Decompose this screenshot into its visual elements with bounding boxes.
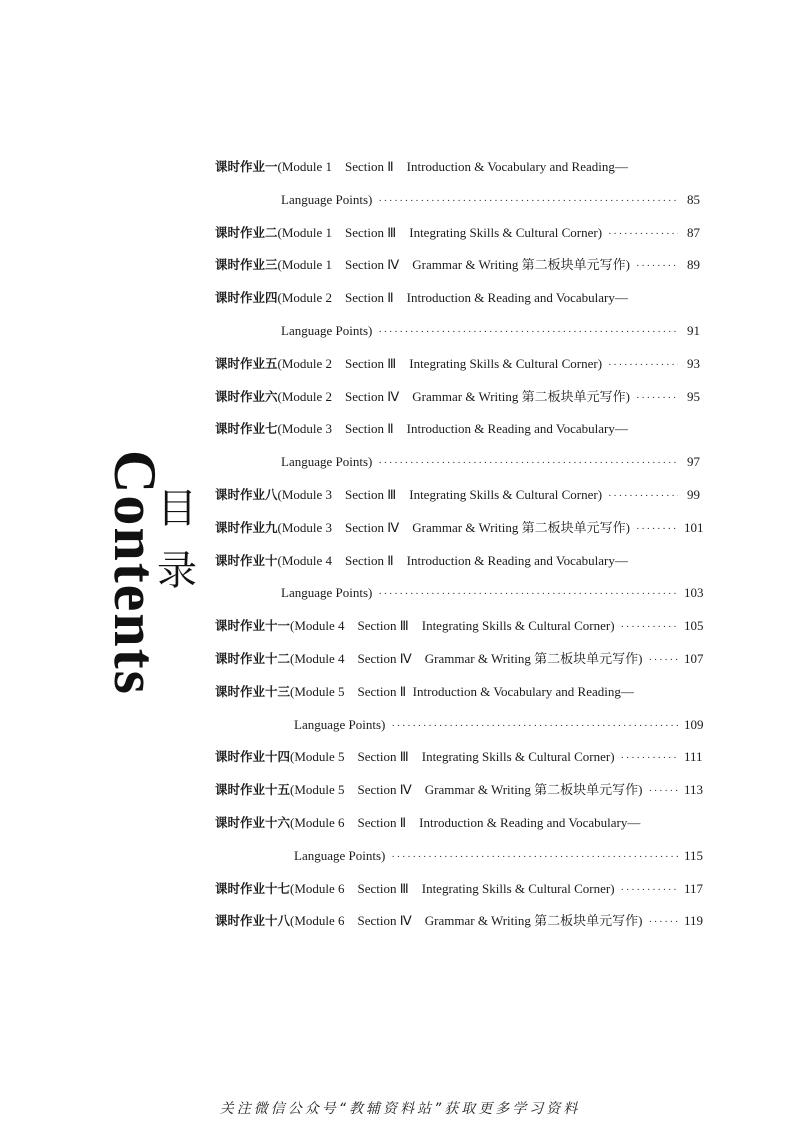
toc-entry[interactable] [215, 615, 704, 637]
dot-leader [648, 911, 678, 933]
toc-entry[interactable] [215, 254, 700, 276]
toc-entry-title-continued: Language Points) [294, 847, 386, 863]
toc-entry[interactable] [215, 287, 700, 309]
dot-leader [621, 616, 678, 638]
toc-page-number: 109 [684, 716, 704, 732]
toc-entry-label: 课时作业十七 [215, 880, 291, 896]
toc-entry-title: (Module 3 Section Ⅲ Integrating Skills & Cultural Corner) [277, 487, 603, 502]
dot-leader [378, 190, 678, 212]
dot-leader [608, 223, 678, 245]
toc-entry-label: 课时作业十三 [215, 683, 291, 699]
toc-entry[interactable] [215, 353, 700, 375]
toc-entry-label: 课时作业九 [215, 519, 278, 535]
dot-leader [608, 354, 678, 376]
toc-entry[interactable] [215, 550, 700, 572]
toc-page-number: 87 [687, 224, 700, 240]
toc-entry-title: (Module 1 Section Ⅳ Grammar & Writing 第二板块单元写作) [277, 257, 630, 273]
contents-title: Contents [102, 450, 168, 697]
toc-entry-label: 课时作业十 [215, 552, 278, 568]
toc-entry-continuation[interactable] [281, 189, 700, 211]
toc-entry-title: (Module 4 Section Ⅱ Introduction & Reading and Vocabulary— [277, 552, 628, 568]
toc-entry-continuation[interactable] [281, 451, 700, 473]
toc-page-number: 95 [687, 388, 700, 404]
toc-entry-label: 课时作业五 [215, 355, 278, 371]
toc-entry-title: (Module 2 Section Ⅳ Grammar & Writing 第二板块单元写作) [277, 388, 630, 404]
toc-entry-label: 课时作业七 [215, 421, 278, 437]
dot-leader [648, 649, 678, 671]
dot-leader [648, 780, 678, 802]
toc-page-number: 111 [684, 749, 703, 765]
toc-entry-title-continued: Language Points) [281, 323, 373, 338]
toc-entry-title: (Module 6 Section Ⅳ Grammar & Writing 第二板块单元写作) [290, 913, 643, 929]
dot-leader [391, 846, 678, 868]
toc-entry[interactable] [215, 681, 700, 703]
toc-page-number: 89 [687, 257, 700, 273]
toc-page-number: 115 [684, 847, 704, 863]
toc-entry-continuation[interactable] [281, 320, 700, 342]
toc-entry[interactable] [215, 222, 700, 244]
toc-entry-label: 课时作业十八 [215, 913, 291, 929]
toc-entry-title: (Module 5 Section Ⅲ Integrating Skills & Cultural Corner) [290, 749, 615, 765]
dot-leader [636, 255, 678, 277]
toc-entry-continuation[interactable] [294, 714, 704, 736]
dot-leader [391, 715, 678, 737]
toc-entry-label: 课时作业八 [215, 487, 278, 502]
toc-entry-title: (Module 6 Section Ⅱ Introduction & Reading and Vocabulary— [290, 815, 641, 830]
toc-entry-continuation[interactable] [281, 582, 704, 604]
dot-leader [378, 452, 678, 474]
toc-entry[interactable] [215, 386, 700, 408]
toc-entry-title: (Module 3 Section Ⅳ Grammar & Writing 第二板块单元写作) [277, 519, 630, 535]
toc-entry-title: (Module 3 Section Ⅱ Introduction & Reading and Vocabulary— [277, 421, 628, 437]
toc-page-number: 99 [687, 487, 700, 502]
dot-leader [621, 747, 678, 769]
toc-entry[interactable] [215, 746, 703, 768]
toc-entry-label: 课时作业十六 [215, 815, 291, 830]
toc-entry-title: (Module 4 Section Ⅲ Integrating Skills & Cultural Corner) [290, 618, 615, 634]
toc-entry-title-continued: Language Points) [294, 716, 386, 732]
footer-note: 关注微信公众号“教辅资料站”获取更多学习资料 [219, 1101, 581, 1117]
toc-entry-title-continued: Language Points) [281, 585, 373, 601]
toc-entry-title: (Module 1 Section Ⅲ Integrating Skills & Cultural Corner) [277, 224, 603, 240]
toc-entry-title-continued: Language Points) [281, 191, 373, 207]
toc-entry-title-continued: Language Points) [281, 454, 373, 470]
toc-entry[interactable] [215, 484, 700, 506]
dot-leader [636, 387, 678, 409]
toc-entry[interactable] [215, 910, 704, 932]
toc-entry[interactable] [215, 779, 704, 801]
toc-entry-label: 课时作业四 [215, 290, 278, 306]
toc-entry[interactable] [215, 648, 704, 670]
toc-page-number: 91 [687, 323, 700, 338]
toc-page-number: 107 [684, 651, 704, 666]
toc-page-number: 117 [684, 880, 704, 896]
contents-title-cn-char: 录 [157, 548, 197, 594]
toc-entry-title: (Module 5 Section Ⅳ Grammar & Writing 第二板块单元写作) [290, 782, 643, 798]
toc-entry[interactable] [215, 156, 700, 178]
toc-entry-continuation[interactable] [294, 845, 704, 867]
dot-leader [378, 321, 678, 343]
toc-entry-title: (Module 6 Section Ⅲ Integrating Skills & Cultural Corner) [290, 880, 615, 896]
dot-leader [608, 485, 678, 507]
toc-entry-title: (Module 4 Section Ⅳ Grammar & Writing 第二板块单元写作) [290, 651, 643, 666]
toc-entry-label: 课时作业十二 [215, 651, 291, 666]
toc-page-number: 97 [687, 454, 700, 470]
toc-entry-label: 课时作业三 [215, 257, 278, 273]
toc-page-number: 113 [684, 782, 704, 798]
toc-entry-title: (Module 2 Section Ⅲ Integrating Skills & Cultural Corner) [277, 355, 603, 371]
toc-entry[interactable] [215, 418, 700, 440]
toc-entry-title: (Module 1 Section Ⅱ Introduction & Vocabulary and Reading— [277, 159, 628, 174]
toc-entry-title: (Module 5 Section Ⅱ Introduction & Vocabulary and Reading— [290, 683, 634, 699]
toc-page-number: 105 [684, 618, 704, 634]
toc-entry[interactable] [215, 517, 704, 539]
toc-page-number: 101 [684, 519, 704, 535]
toc-page-number: 119 [684, 913, 704, 929]
toc-entry-title: (Module 2 Section Ⅱ Introduction & Reading and Vocabulary— [277, 290, 628, 306]
dot-leader [621, 879, 678, 901]
contents-title-cn-char: 目 [157, 486, 197, 532]
toc-entry-label: 课时作业十五 [215, 782, 291, 798]
toc-entry[interactable] [215, 878, 704, 900]
toc-entry-label: 课时作业十四 [215, 749, 291, 765]
toc-entry-label: 课时作业一 [215, 159, 278, 174]
toc-entry[interactable] [215, 812, 700, 834]
dot-leader [378, 583, 678, 605]
toc-page-number: 93 [687, 355, 700, 371]
toc-entry-label: 课时作业二 [215, 224, 278, 240]
toc-page-number: 103 [684, 585, 704, 601]
toc-entry-label: 课时作业十一 [215, 618, 291, 634]
dot-leader [636, 518, 678, 540]
toc-page-number: 85 [687, 191, 700, 207]
toc-entry-label: 课时作业六 [215, 388, 278, 404]
